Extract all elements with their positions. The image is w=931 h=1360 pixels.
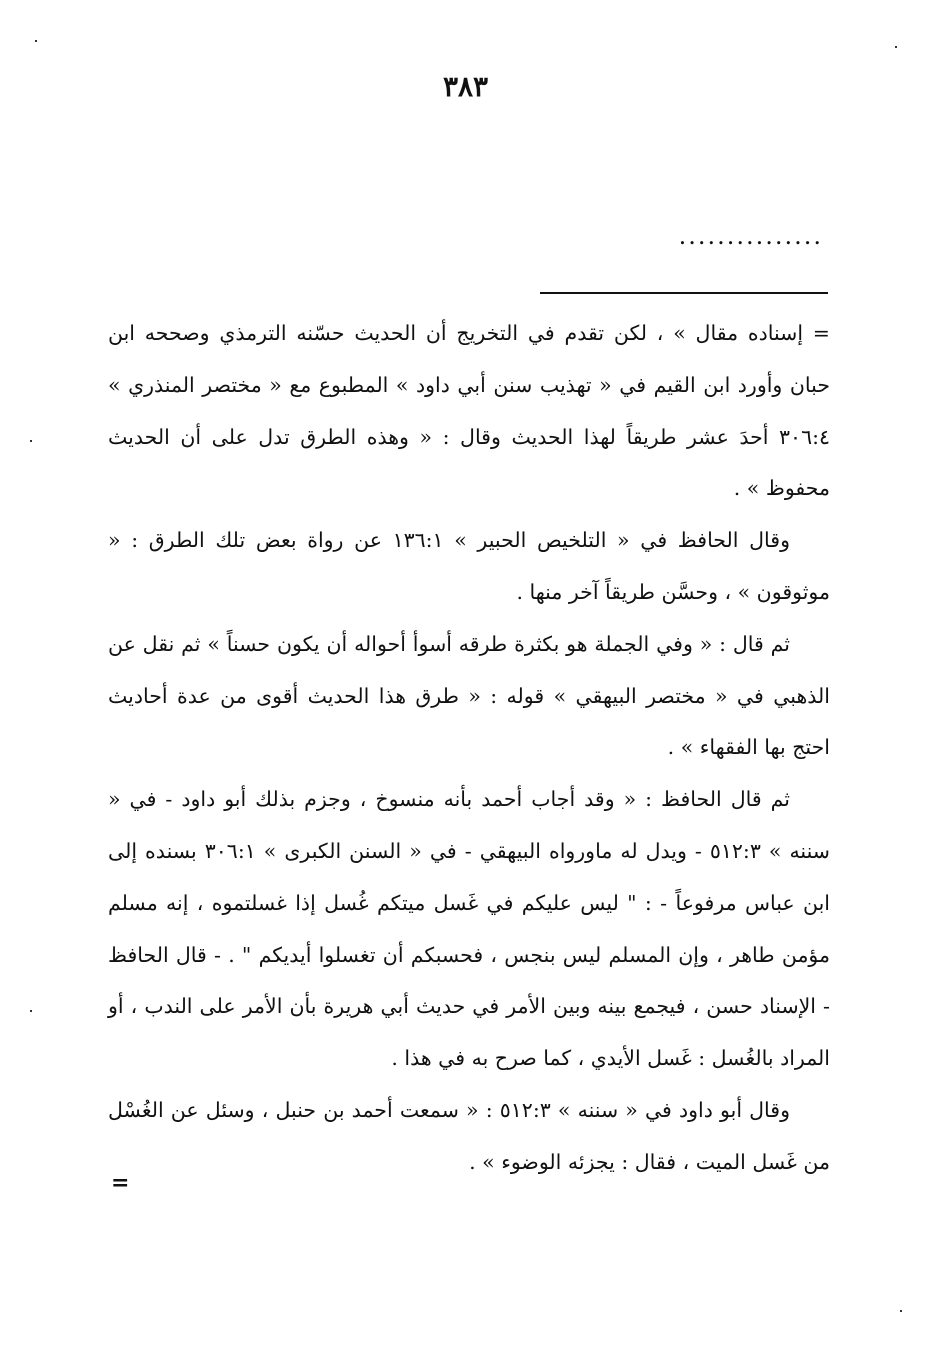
scan-speck	[35, 40, 37, 42]
continuation-mark: =	[111, 1170, 130, 1196]
scan-speck	[900, 1310, 902, 1312]
page-number: ٣٨٣	[442, 70, 489, 103]
main-text-ellipsis: ...............	[678, 222, 823, 250]
scan-speck	[30, 1010, 32, 1012]
footnote-separator-line	[540, 292, 828, 294]
footnote-paragraph-dhahabi: ثم قال : « وفي الجملة هو بكثرة طرقه أسوأ أحواله أن يكون حسناً » ثم نقل عن الذهبي في « مختصر البيهقي » قوله : « طرق هذا الحديث أقوى من عدة أحاديث احتج بها الفقهاء » .	[108, 631, 830, 760]
footnote-paragraph-abu-dawud: وقال أبو داود في « سننه » ٥١٢:٣ : « سمعت أحمد بن حنبل ، وسئل عن الغُسْل من غَسل الميت ، فقال : يجزئه الوضوء » .	[108, 1097, 830, 1174]
footnote-paragraph-abrogation: ثم قال الحافظ : « وقد أجاب أحمد بأنه منسوخ ، وجزم بذلك أبو داود - في « سننه » ٥١٢:٣ - ويدل له ماورواه البيهقي - في « السنن الكبرى » ٣٠٦:١ بسنده إلى ابن عباس مرفوعاً - : " ليس عليكم في غَسل ميتكم غُسل إذا غسلتموه ، إنه مسلم مؤمن طاهر ، وإن المسلم ليس بنجس ، فحسبكم أن تغسلوا أيديكم " . - قال الحافظ - الإسناد حسن ، فيجمع بينه وبين الأمر في حديث أبي هريرة بأن الأمر على الندب ، أو المراد بالغُسل : غَسل الأيدي ، كما صرح به في هذا .	[108, 787, 830, 1071]
scan-speck	[895, 46, 897, 48]
footnote-paragraph-talkhis: وقال الحافظ في « التلخيص الحبير » ١٣٦:١ عن رواة بعض تلك الطرق : « موثوقون » ، وحسَّن طريقاً آخر منها .	[108, 528, 830, 604]
footnote-paragraph-continued: = إسناده مقال » ، لكن تقدم في التخريج أن الحديث حسّنه الترمذي وصححه ابن حبان وأورد ابن القيم في « تهذيب سنن أبي داود » المطبوع مع « مختصر المنذري » ٣٠٦:٤ أحدَ عشر طريقاً لهذا الحديث وقال : « وهذه الطرق تدل على أن الحديث محفوظ » .	[108, 321, 830, 501]
scan-speck	[30, 440, 32, 442]
footnote-text	[108, 308, 830, 1189]
